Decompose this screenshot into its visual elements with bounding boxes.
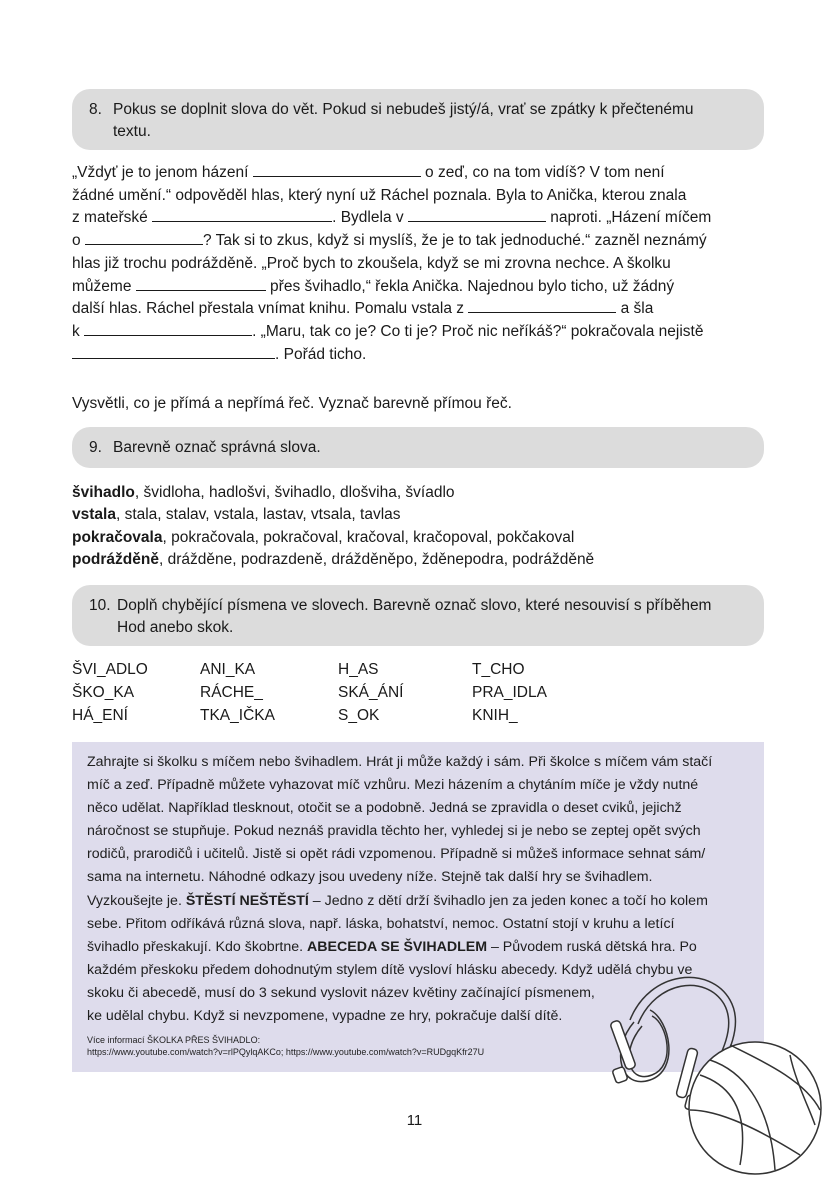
word-row: švihadlo, švidloha, hadlošvi, švihadlo, dlošviha, švíadlo	[72, 484, 455, 501]
grid-word: TKA_IČKA	[200, 707, 275, 724]
grid-word: PRA_IDLA	[472, 684, 547, 701]
missing-letters-grid	[72, 658, 632, 727]
ball-icon	[689, 1042, 821, 1174]
task-8-number: 8.	[89, 101, 102, 118]
info-box: Zahrajte si školku s míčem nebo švihadlem. Hrát ji může každý i sám. Při školce s míčem vám stačí míč a zeď. Případně můžete vyhazovat míč vzhůru. Mezi házením a chytáním míče je vždy nutné něco udělat. Například tlesknout, otočit se a podobně. Jedná se zpravidla o deset cviků, jejichž náročnost se stupňuje. Pokud neznáš pravidla těchto her, vyhledej si je nebo se zeptej opět svých rodičů, prarodičů i učitelů. Jistě si opět rádi vzpomenou. Případně si můžeš informace sehnat sám/ sama na internetu. Náhodné odkazy jsou uvedeny níže. Stejně tak další hry se švihadlem. Vyzkoušejte je. ŠTĚSTÍ NEŠTĚSTÍ – Jedno z dětí drží švihadlo jen za jeden konec a točí ho kolem sebe. Přitom odříkává různá slova, např. láska, bohatství, nemoc. Ostatní stojí v kruhu a letící švihadlo přeskakují. Kdo škobrtne. ABECEDA SE ŠVIHADLEM – Původem ruská dětská hra. Po každém přeskoku předem dohodnutým stylem dítě vysloví hlásku abecedy. Když udělá chybu ve skoku či abecedě, musí do 3 sekund vyslovit název květiny začínající písmenem, ke udělal chybu. Když si nevzpomene, vypadne ze hry, pokračuje další dítě. Více informací ŠKOLKA PŘES ŠVIHADLO: https://www.youtube.com/watch?v=rlPQylqAKCo; https://www.youtube.com/watch?v=RUDgqKfr27U	[72, 742, 764, 1072]
blank-1[interactable]	[253, 162, 421, 177]
blank-3[interactable]	[408, 207, 546, 222]
word-row: vstala, stala, stalav, vstala, lastav, vtsala, tavlas	[72, 506, 401, 524]
blank-8[interactable]	[72, 344, 275, 359]
speech-task: Vysvětli, co je přímá a nepřímá řeč. Vyznač barevně přímou řeč.	[72, 395, 512, 412]
task-9-box	[72, 427, 764, 468]
grid-word: ANI_KA	[200, 661, 256, 678]
grid-word: ŠKO_KA	[72, 684, 135, 701]
word-row: podrážděně, drážděne, podrazdeně, drážděněpo, žděnepodra, podrážděně	[72, 550, 595, 568]
blank-4[interactable]	[85, 230, 203, 245]
grid-row	[72, 658, 632, 681]
grid-word: ŠVI_ADLO	[72, 661, 148, 678]
links[interactable]: https://www.youtube.com/watch?v=rlPQylqAKCo; https://www.youtube.com/watch?v=RUDgqKfr27U	[87, 1047, 485, 1058]
task-10-number: 10.	[89, 597, 111, 614]
blank-2[interactable]	[152, 207, 332, 222]
grid-row	[72, 704, 632, 727]
jump-rope-and-ball-illustration	[590, 960, 829, 1181]
grid-word: T_CHO	[472, 661, 525, 678]
grid-word: RÁCHE_	[200, 684, 263, 701]
task-8-box	[72, 89, 764, 150]
task-8-instruction: Pokus se doplnit slova do vět. Pokud si nebudeš jistý/á, vrať se zpátky k přečtenému textu.	[113, 101, 694, 140]
task-9-instruction: Barevně označ správná slova.	[113, 439, 321, 456]
task-9-number: 9.	[89, 439, 102, 456]
story-text: „Vždyť je to jenom házení o zeď, co na tom vidíš? V tom není žádné umění.“ odpověděl hlas, který nyní už Ráchel poznala. Byla to Anička, kterou znala z mateřské . Bydlela v naproti. „Házení míčem o ? Tak si to zkus, když si myslíš, že je to tak jednoduché.“ zazněl neznámý hlas již trochu podrážděně. „Proč bych to zkoušela, když se mi zrovna nechce. A školku můžeme přes švihadlo,“ řekla Anička. Najednou bylo ticho, už žádný další hlas. Ráchel přestala vnímat knihu. Pomalu vstala z a šla k . „Maru, tak co je? Co ti je? Proč nic neříkáš?“ pokračovala nejistě . Pořád ticho.	[72, 164, 712, 363]
grid-word: S_OK	[338, 707, 380, 724]
grid-word: KNIH_	[472, 707, 518, 724]
task-10-instruction: Doplň chybějící písmena ve slovech. Barevně označ slovo, které nesouvisí s příběhem Hod anebo skok.	[117, 597, 712, 636]
grid-word: SKÁ_ÁNÍ	[338, 684, 404, 701]
grid-word: H_AS	[338, 661, 379, 678]
blank-5[interactable]	[136, 276, 266, 291]
page-number: 11	[406, 1112, 423, 1129]
grid-row	[72, 681, 632, 704]
word-row: pokračovala, pokračovala, pokračoval, kračoval, kračopoval, pokčakoval	[72, 528, 575, 546]
blank-6[interactable]	[468, 298, 616, 313]
word-list	[72, 482, 772, 571]
blank-7[interactable]	[84, 321, 252, 336]
links-label: Více informací ŠKOLKA PŘES ŠVIHADLO:	[87, 1035, 261, 1046]
grid-word: HÁ_ENÍ	[72, 707, 128, 724]
task-10-box	[72, 585, 764, 646]
